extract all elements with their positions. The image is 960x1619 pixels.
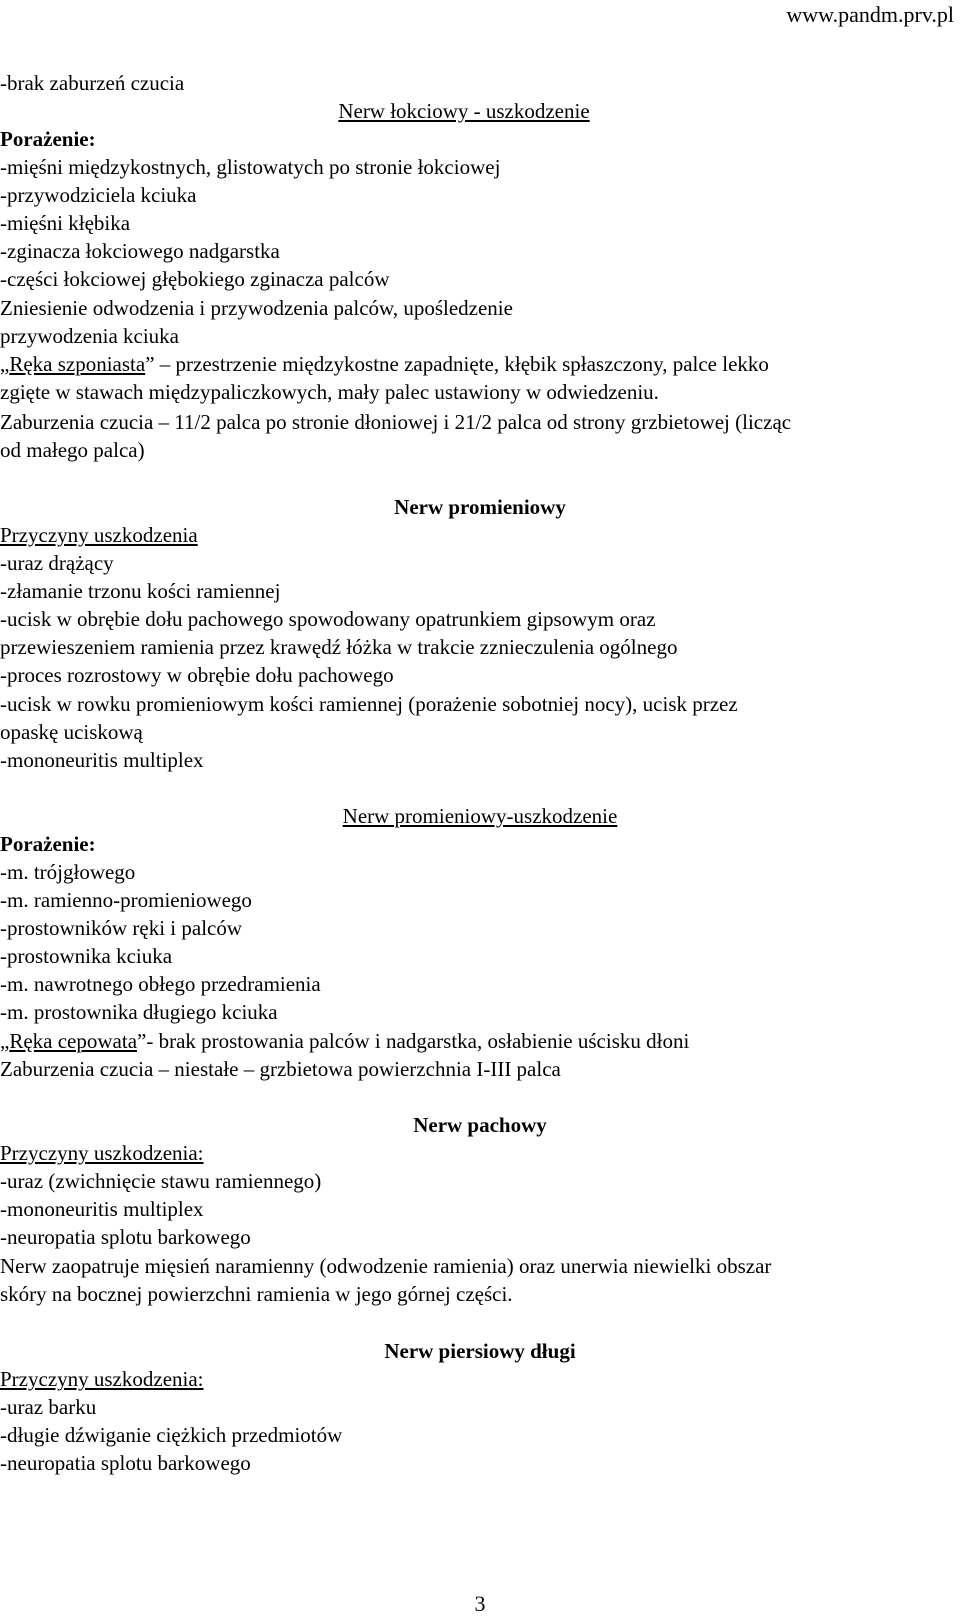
list-item: opaskę uciskową — [0, 720, 143, 744]
list-item: -m. ramienno-promieniowego — [0, 888, 252, 912]
list-item: -m. nawrotnego obłego przedramienia — [0, 972, 321, 996]
list-item: -złamanie trzonu kości ramiennej — [0, 579, 281, 603]
page-number: 3 — [474, 1591, 486, 1616]
list-item: -mięśni międzykostnych, glistowatych po stronie łokciowej — [0, 155, 501, 179]
palsy-heading: Porażenie: — [0, 832, 96, 856]
claw-hand-term: Ręka szponiasta — [9, 352, 146, 376]
causes-heading: Przyczyny uszkodzenia: — [0, 1367, 204, 1391]
wrist-drop-description: ”- brak prostowania palców i nadgarstka, osłabienie uścisku dłoni — [137, 1029, 690, 1053]
list-item: -uraz drążący — [0, 551, 114, 575]
quote-open: „ — [0, 352, 10, 376]
radial-nerve-damage-title-text: Nerw promieniowy-uszkodzenie — [342, 804, 618, 828]
list-item: -mięśni kłębika — [0, 211, 131, 235]
wrist-drop-term: Ręka cepowata — [9, 1029, 138, 1053]
list-item: -uraz barku — [0, 1395, 97, 1419]
section-title-ulnar-nerve-damage — [0, 97, 960, 125]
palsy-heading: Porażenie: — [0, 127, 96, 151]
list-item: -mononeuritis multiplex — [0, 1197, 204, 1221]
list-item: -mononeuritis multiplex — [0, 748, 204, 772]
list-item: przewieszeniem ramienia przez krawędź łóżka w trakcie zznieczulenia ogólnego — [0, 635, 678, 659]
paragraph-line: przywodzenia kciuka — [0, 324, 180, 348]
claw-hand-description: ” – przestrzenie międzykostne zapadnięte, kłębik spłaszczony, palce lekko — [145, 352, 769, 376]
paragraph-line: Nerw zaopatruje mięsień naramienny (odwodzenie ramienia) oraz unerwia niewielki obszar — [0, 1254, 772, 1278]
section-title-radial-nerve-damage — [0, 802, 960, 830]
list-item: -prostownika kciuka — [0, 944, 173, 968]
list-item: -neuropatia splotu barkowego — [0, 1451, 251, 1475]
list-item: -m. prostownika długiego kciuka — [0, 1000, 278, 1024]
list-item: -zginacza łokciowego nadgarstka — [0, 239, 280, 263]
section-title-axillary-nerve: Nerw pachowy — [413, 1113, 547, 1137]
list-item: -m. trójgłowego — [0, 860, 136, 884]
wrist-drop-line — [0, 1027, 689, 1055]
paragraph-line: Zniesienie odwodzenia i przywodzenia palców, upośledzenie — [0, 296, 513, 320]
section-title-radial-nerve: Nerw promieniowy — [394, 495, 566, 519]
site-url: www.pandm.prv.pl — [786, 2, 954, 27]
list-item: -uraz (zwichnięcie stawu ramiennego) — [0, 1169, 322, 1193]
section-title-long-thoracic-nerve: Nerw piersiowy długi — [384, 1339, 576, 1363]
list-item: -proces rozrostowy w obrębie dołu pachowego — [0, 663, 394, 687]
list-item: -długie dźwiganie ciężkich przedmiotów — [0, 1423, 343, 1447]
list-item: -części łokciowej głębokiego zginacza palców — [0, 267, 390, 291]
list-item: -prostowników ręki i palców — [0, 916, 243, 940]
causes-heading: Przyczyny uszkodzenia — [0, 523, 198, 547]
claw-hand-line — [0, 350, 769, 378]
ulnar-nerve-title-text: Nerw łokciowy - uszkodzenie — [338, 99, 590, 123]
paragraph-line: od małego palca) — [0, 438, 145, 462]
no-sensory-loss-line: -brak zaburzeń czucia — [0, 71, 185, 95]
paragraph-line: Zaburzenia czucia – niestałe – grzbietowa powierzchnia I-III palca — [0, 1057, 561, 1081]
list-item: -ucisk w obrębie dołu pachowego spowodowany opatrunkiem gipsowym oraz — [0, 607, 656, 631]
list-item: -neuropatia splotu barkowego — [0, 1225, 251, 1249]
list-item: -ucisk w rowku promieniowym kości ramiennej (porażenie sobotniej nocy), ucisk przez — [0, 692, 738, 716]
paragraph-line: zgięte w stawach międzypaliczkowych, mały palec ustawiony w odwiedzeniu. — [0, 380, 659, 404]
list-item: -przywodziciela kciuka — [0, 183, 197, 207]
paragraph-line: Zaburzenia czucia – 11/2 palca po stronie dłoniowej i 21/2 palca od strony grzbietowej (licząc — [0, 410, 792, 434]
paragraph-line: skóry na bocznej powierzchni ramienia w jego górnej części. — [0, 1282, 513, 1306]
quote-open: „ — [0, 1029, 10, 1053]
causes-heading: Przyczyny uszkodzenia: — [0, 1141, 204, 1165]
